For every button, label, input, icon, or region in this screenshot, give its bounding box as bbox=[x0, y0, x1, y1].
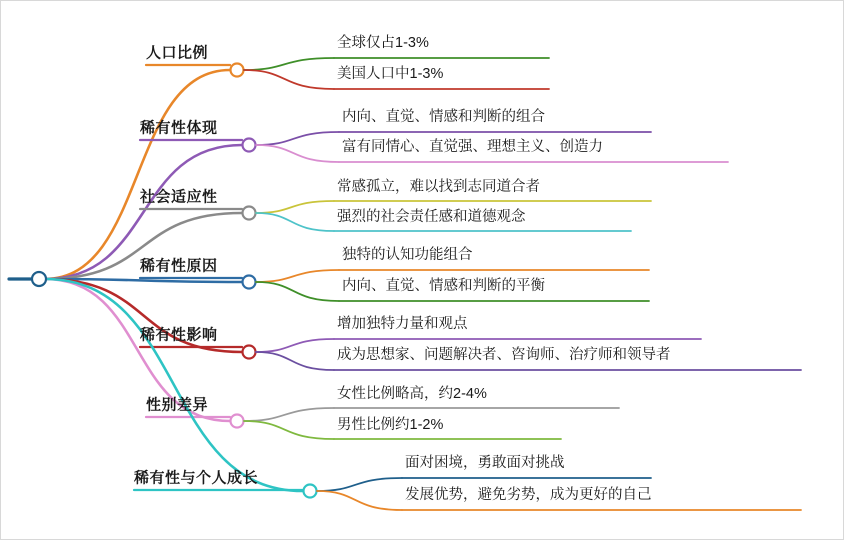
connector-line bbox=[256, 201, 334, 213]
connector-line bbox=[244, 408, 334, 421]
leaf-label-5-1[interactable]: 男性比例约1-2% bbox=[337, 416, 444, 433]
branch-label-2[interactable]: 社会适应性 bbox=[140, 188, 218, 206]
node-dot[interactable] bbox=[304, 485, 317, 498]
node-dot[interactable] bbox=[231, 415, 244, 428]
branch-label-6[interactable]: 稀有性与个人成长 bbox=[134, 469, 259, 487]
connector-line bbox=[256, 132, 339, 145]
branch-label-1[interactable]: 稀有性体现 bbox=[140, 119, 218, 137]
connector-line bbox=[317, 478, 402, 491]
connector-line bbox=[256, 270, 339, 282]
leaf-label-4-0[interactable]: 增加独特力量和观点 bbox=[337, 315, 468, 332]
branch-label-5[interactable]: 性别差异 bbox=[146, 396, 209, 414]
leaf-label-6-0[interactable]: 面对困境，勇敢面对挑战 bbox=[405, 454, 565, 471]
leaf-label-2-0[interactable]: 常感孤立，难以找到志同道合者 bbox=[337, 178, 540, 195]
branch-label-3[interactable]: 稀有性原因 bbox=[140, 257, 218, 275]
leaf-label-0-1[interactable]: 美国人口中1-3% bbox=[337, 65, 444, 82]
leaf-label-3-0[interactable]: 独特的认知功能组合 bbox=[342, 246, 473, 263]
connector-line bbox=[244, 58, 334, 70]
connector-line bbox=[45, 279, 303, 491]
leaf-label-6-1[interactable]: 发展优势，避免劣势，成为更好的自己 bbox=[405, 486, 652, 503]
leaf-label-5-0[interactable]: 女性比例略高，约2-4% bbox=[337, 385, 487, 402]
connector-line bbox=[256, 282, 339, 301]
node-dot[interactable] bbox=[243, 276, 256, 289]
branch-label-4[interactable]: 稀有性影响 bbox=[140, 326, 218, 344]
leaf-label-1-0[interactable]: 内向、直觉、情感和判断的组合 bbox=[342, 108, 545, 125]
leaf-label-1-1[interactable]: 富有同情心、直觉强、理想主义、创造力 bbox=[342, 138, 603, 155]
connector-line bbox=[244, 70, 334, 89]
connector-line bbox=[256, 352, 334, 370]
branch-label-0[interactable]: 人口比例 bbox=[146, 44, 209, 62]
node-dot[interactable] bbox=[243, 346, 256, 359]
connector-line bbox=[317, 491, 402, 510]
connector-line bbox=[256, 213, 334, 231]
leaf-label-3-1[interactable]: 内向、直觉、情感和判断的平衡 bbox=[342, 277, 545, 294]
leaf-label-0-0[interactable]: 全球仅占1-3% bbox=[337, 34, 429, 51]
node-dot[interactable] bbox=[32, 272, 46, 286]
leaf-label-2-1[interactable]: 强烈的社会责任感和道德观念 bbox=[337, 208, 526, 225]
connector-line bbox=[244, 421, 334, 439]
connector-line bbox=[256, 339, 334, 352]
connector-line bbox=[256, 145, 339, 162]
connector-line bbox=[45, 70, 230, 279]
node-dot[interactable] bbox=[243, 207, 256, 220]
node-dot[interactable] bbox=[243, 139, 256, 152]
leaf-label-4-1[interactable]: 成为思想家、问题解决者、咨询师、治疗师和领导者 bbox=[337, 346, 671, 363]
node-dot[interactable] bbox=[231, 64, 244, 77]
